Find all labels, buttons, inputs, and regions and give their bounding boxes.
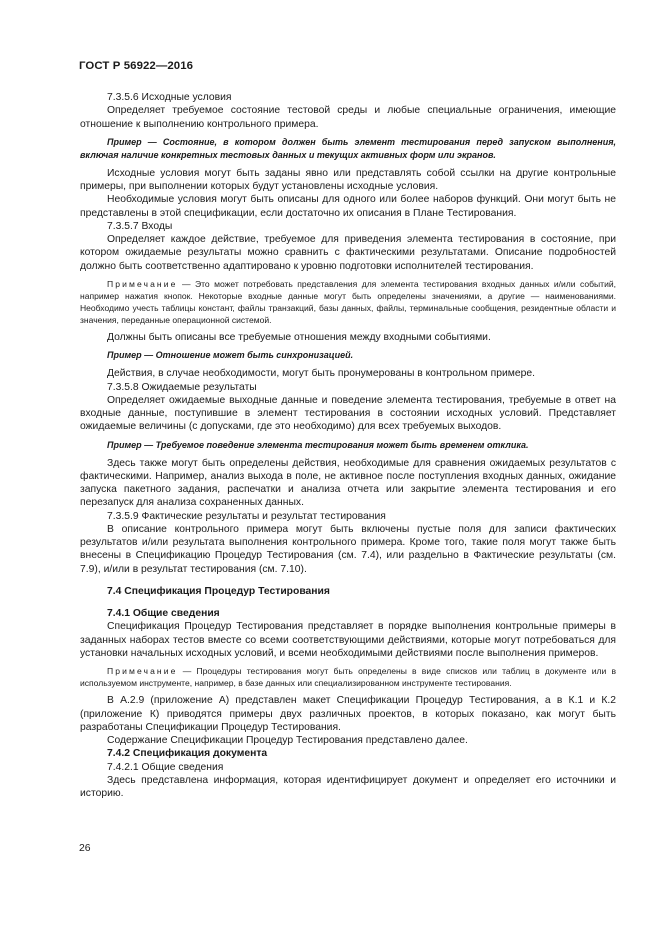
example-paragraph: Пример — Требуемое поведение элемента тестирования может быть временем отклика. <box>107 439 529 450</box>
paragraph: Содержание Спецификации Процедур Тестирования представлено далее. <box>107 735 468 747</box>
example-paragraph: Пример — Состояние, в котором должен быть элемент тестирования перед запуском выполнения, включая наличие конкретных тестовых данных и текущих активных форм или экранов. <box>80 136 616 160</box>
note-label: Примечание <box>107 278 178 289</box>
section-heading-7-4-2-1: 7.4.2.1 Общие сведения <box>107 761 224 773</box>
example-paragraph: Пример — Отношение может быть синхронизацией. <box>107 350 354 361</box>
paragraph: В описание контрольного примера могут быть включены пустые поля для записи фактических результатов и/или результата выполнения контрольного примера. Кроме того, такие поля могут также быть внесены в Спецификацию Процедур Тестирования (см. 7.4), или раздельно в Фактические результаты (см. 7.9), и/или в результат тестирования (см. 7.10). <box>80 523 616 575</box>
note-paragraph <box>80 665 616 689</box>
paragraph: Здесь представлена информация, которая идентифицирует документ и определяет его источники и историю. <box>80 774 616 800</box>
paragraph: Необходимые условия могут быть описаны для одного или более наборов функций. Они могут быть не представлены в этой спецификации, если достаточно их описания в Плане Тестирования. <box>80 194 616 219</box>
page-number: 26 <box>79 843 91 854</box>
section-heading-7-4-2: 7.4.2 Спецификация документа <box>107 748 268 760</box>
paragraph: Должны быть описаны все требуемые отношения между входными событиями. <box>107 332 491 344</box>
note-label: Примечание <box>107 666 178 677</box>
section-heading-7-3-5-7: 7.3.5.7 Входы <box>107 220 173 232</box>
paragraph: Определяет каждое действие, требуемое для приведения элемента тестирования в состояние, при котором ожидаемые результаты можно сравнить с фактическими результатами. Описание подробностей должно быть соответственно адаптировано к уровню подготовки исполнителей тестирования. <box>80 234 616 272</box>
note-text: — Это может потребовать представления для элемента тестирования входных данных и/или событий, например нажатия кнопок. Некоторые входные данные могут быть определены значениями, а другие — наименованиями. Необходимо учесть таблицы констант, файлы транзакций, базы данных, файлы, терминальные сообщения, резидентные области и значения, переданные операционной системой. <box>80 278 616 326</box>
paragraph: Спецификация Процедур Тестирования представляет в порядке выполнения контрольные примеры в заданных наборах тестов вместе со всеми соответствующими действиями, которые могут потребоваться для установки начальных исходных условий, и всеми необходимыми действиями после выполнения примеров. <box>80 621 616 659</box>
note-paragraph <box>80 278 616 326</box>
section-heading-7-4: 7.4 Спецификация Процедур Тестирования <box>107 585 330 597</box>
document-header: ГОСТ Р 56922—2016 <box>79 60 194 72</box>
paragraph: Исходные условия могут быть заданы явно или представлять собой ссылки на другие контрольные примеры, при выполнении которых будут установлены исходные условия. <box>80 167 616 192</box>
section-heading-7-3-5-8: 7.3.5.8 Ожидаемые результаты <box>107 381 257 393</box>
paragraph: Действия, в случае необходимости, могут быть пронумерованы в контрольном примере. <box>107 368 535 380</box>
paragraph: Здесь также могут быть определены действия, необходимые для сравнения ожидаемых результатов с фактическими. Например, анализ выхода в поле, не активное после поступления входных данных, ожидание запуска пакетного задания, распечатки и анализа отчета или закрытие элемента тестирования и его перезапуск для анализа сохраненных данных. <box>80 457 616 509</box>
document-body <box>80 91 616 800</box>
section-heading-7-4-1: 7.4.1 Общие сведения <box>107 608 220 620</box>
paragraph: В А.2.9 (приложение А) представлен макет Спецификации Процедур Тестирования, а в К.1 и К.2 (приложение К) приводятся примеры двух различных проектов, в которых показано, как могут быть разработаны Спецификации Процедур Тестирования. <box>80 695 616 733</box>
section-heading-7-3-5-6: 7.3.5.6 Исходные условия <box>107 92 232 103</box>
paragraph: Определяет ожидаемые выходные данные и поведение элемента тестирования, требуемые в ответ на входные данные, поступившие в элемент тестирования в состоянии исходных условий. Представляет ожидаемые величины (с допусками, где это необходимо) для всех требуемых выходов. <box>80 394 616 433</box>
paragraph: Определяет требуемое состояние тестовой среды и любые специальные ограничения, имеющие отношение к выполнению контрольного примера. <box>80 105 616 130</box>
section-heading-7-3-5-9: 7.3.5.9 Фактические результаты и результат тестирования <box>107 510 386 522</box>
note-text: — Процедуры тестирования могут быть определены в виде списков или таблиц в документе или в используемом инструменте, например, в базе данных или специализированном инструменте тестирования. <box>80 666 616 689</box>
